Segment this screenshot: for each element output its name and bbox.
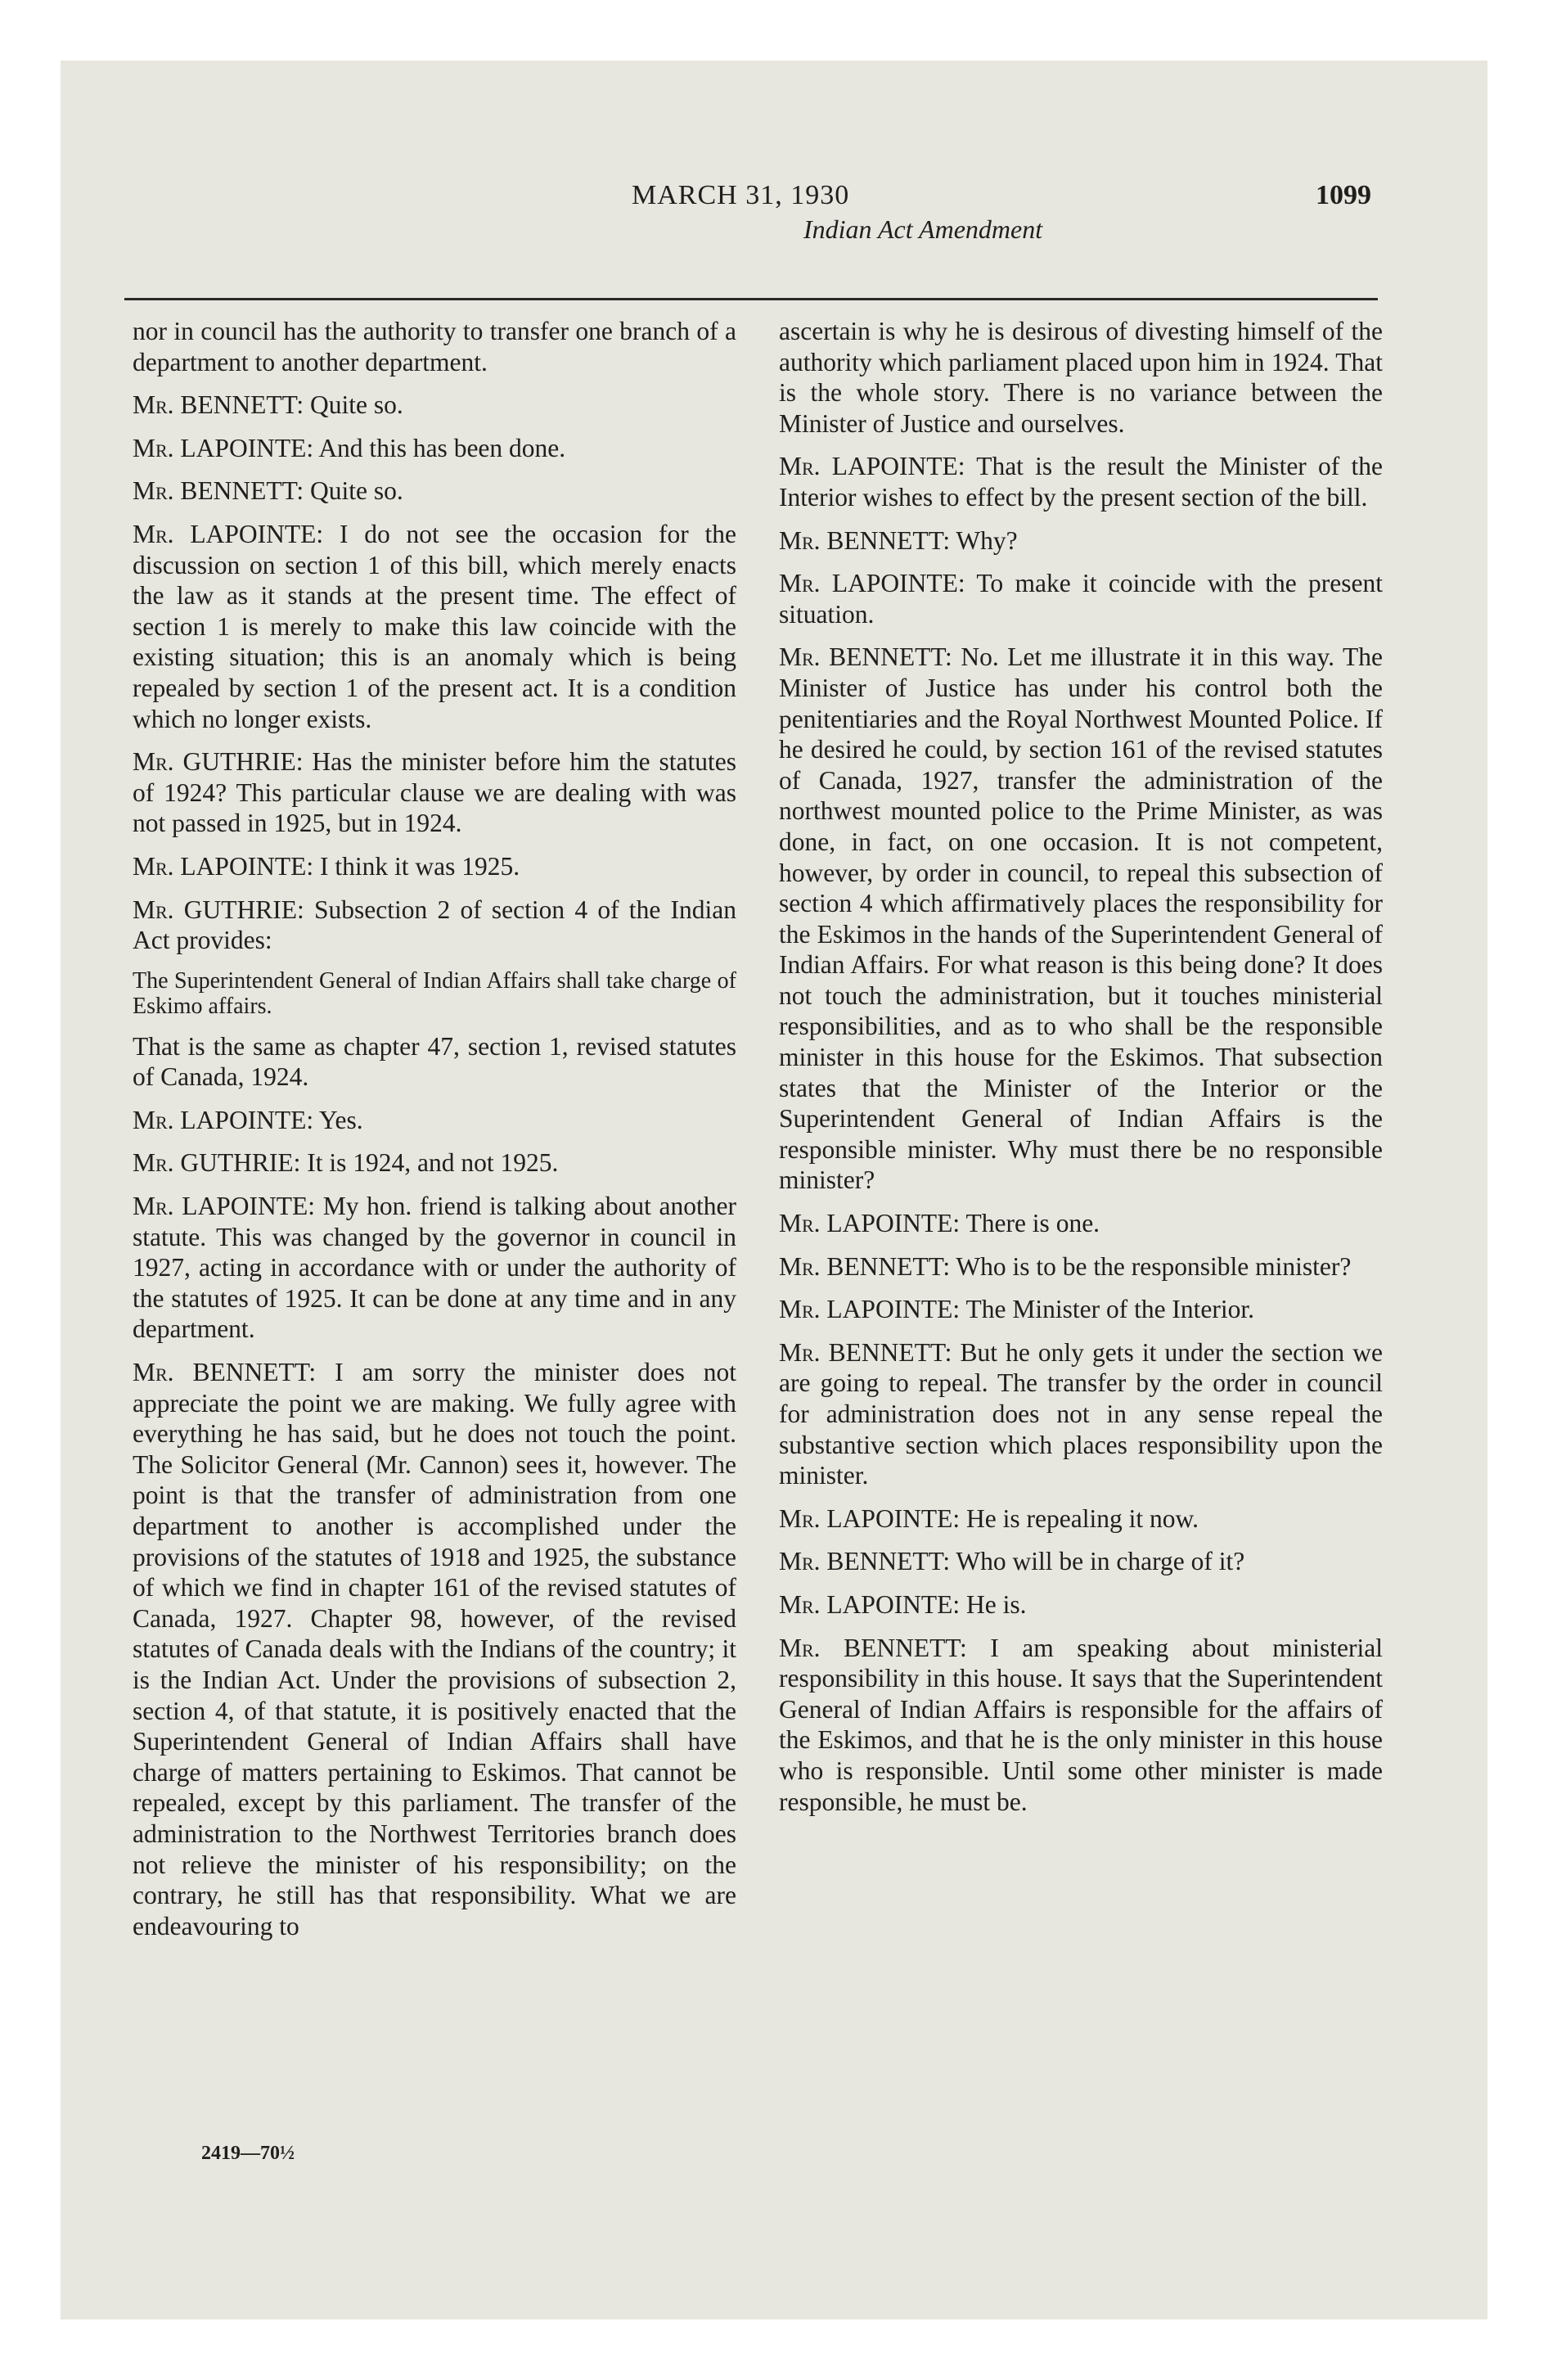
paragraph xyxy=(133,519,736,734)
paragraph-text: ascertain is why he is desirous of divesting himself of the authority which parliament placed upon him in 1924. That is the whole story. There is no variance between the Minister of Justice and ourselves. xyxy=(779,317,1383,438)
paragraph-text: nor in council has the authority to transfer one branch of a department to another department. xyxy=(133,317,736,376)
paragraph xyxy=(779,568,1383,629)
paragraph-text: I think it was 1925. xyxy=(320,851,520,881)
right-column xyxy=(779,316,1383,1829)
speaker-name: Mr. BENNETT: xyxy=(133,390,304,420)
paragraph-text: To make it coincide with the present situation. xyxy=(779,569,1384,629)
speaker-name: Mr. LAPOINTE: xyxy=(779,569,965,598)
speaker-name: Mr. LAPOINTE: xyxy=(779,1295,961,1324)
speaker-name: Mr. LAPOINTE: xyxy=(133,519,324,548)
speaker-name: Mr. LAPOINTE: xyxy=(133,433,314,462)
paragraph-text: But he only gets it under the section we are going to repeal. The transfer by the order in council for administration does not in any sense repeal the substantive section which places responsibility upon the minister. xyxy=(779,1337,1384,1490)
speaker-name: Mr. LAPOINTE: xyxy=(779,1503,961,1533)
speaker-name: Mr. BENNETT: xyxy=(779,642,952,672)
paragraph xyxy=(779,642,1383,1196)
paragraph-text: I am sorry the minister does not appreciate the point we are making. We fully agree with everything he has said, but he does not touch the point. The Solicitor General (Mr. Cannon) sees it, however. The point is that the transfer of administration from one department to another is accomplished under the provisions of the statutes of 1918 and 1925, the substance of which we find in chapter 161 of the revised statutes of Canada, 1927. Chapter 98, however, of the revised statutes of Canada deals with the Indians of the country; it is the Indian Act. Under the provisions of subsection 2, section 4, of that statute, it is positively enacted that the Superintendent General of Indian Affairs shall have charge of matters pertaining to Eskimos. That cannot be repealed, except by this parliament. The transfer of the administration to the Northwest Territories branch does not relieve the minister of his responsibility; on the contrary, he still has that responsibility. What we are endeavouring to xyxy=(133,1358,737,1941)
paragraph xyxy=(779,451,1383,512)
paragraph-text: Who is to be the responsible minister? xyxy=(956,1251,1352,1281)
speaker-name: Mr. LAPOINTE: xyxy=(133,1105,314,1134)
paragraph-text: I do not see the occasion for the discussion on section 1 of this bill, which merely enacts the law as it stands at the present time. The effect of section 1 is merely to make this law coincide with the existing situation; this is an anomaly which is being repealed by section 1 of the present act. It is a condition which no longer exists. xyxy=(133,519,736,733)
paragraph xyxy=(779,1208,1383,1239)
paragraph xyxy=(779,316,1383,439)
paragraph-text: He is. xyxy=(966,1589,1027,1619)
paragraph xyxy=(779,1337,1383,1491)
paragraph xyxy=(133,895,736,956)
paragraph xyxy=(133,851,736,882)
speaker-name: Mr. BENNETT: xyxy=(133,476,304,506)
speaker-name: Mr. BENNETT: xyxy=(779,525,951,555)
paragraph xyxy=(133,1191,736,1345)
paragraph xyxy=(779,1503,1383,1535)
speaker-name: Mr. LAPOINTE: xyxy=(779,452,965,481)
paragraph xyxy=(133,746,736,839)
paragraph-text: Why? xyxy=(956,525,1018,555)
speaker-name: Mr. BENNETT: xyxy=(779,1251,951,1281)
paragraph-text: I am speaking about ministerial responsibility in this house. It says that the Superintendent General of Indian Affairs is responsible for the affairs of the Eskimos, and that he is the only minister in this house who is responsible. Until some other minister is made responsible, he must be. xyxy=(779,1633,1383,1816)
page-number: 1099 xyxy=(1316,180,1371,210)
paragraph-text: There is one. xyxy=(965,1209,1100,1238)
paragraph-text: Quite so. xyxy=(309,476,403,506)
paragraph-text: Subsection 2 of section 4 of the Indian Act provides: xyxy=(133,895,736,955)
speaker-name: Mr. LAPOINTE: xyxy=(779,1209,961,1238)
paragraph-text: That is the result the Minister of the Interior wishes to effect by the present section of the bill. xyxy=(779,452,1383,512)
speaker-name: Mr. BENNETT: xyxy=(133,1358,317,1387)
block-quote: The Superintendent General of Indian Affairs shall take charge of Eskimo affairs. xyxy=(133,967,736,1019)
paragraph-text: It is 1924, and not 1925. xyxy=(307,1148,559,1178)
speaker-name: Mr. LAPOINTE: xyxy=(133,851,314,881)
paragraph xyxy=(779,1589,1383,1620)
speaker-name: Mr. BENNETT: xyxy=(779,1633,967,1662)
paragraph-text: My hon. friend is talking about another statute. This was changed by the governor in council in 1927, acting in accordance with or under the authority of the statutes of 1925. It can be done at any time and in any department. xyxy=(133,1192,737,1344)
paragraph-text: That is the same as chapter 47, section 1, revised statutes of Canada, 1924. xyxy=(133,1031,736,1092)
paragraph-text: Who will be in charge of it? xyxy=(956,1547,1245,1576)
speaker-name: Mr. LAPOINTE: xyxy=(779,1589,961,1619)
left-column xyxy=(133,316,736,1954)
header-subtitle: Indian Act Amendment xyxy=(803,214,1043,244)
paragraph xyxy=(779,1251,1383,1282)
paragraph xyxy=(133,1105,736,1136)
paragraph xyxy=(133,316,736,377)
speaker-name: Mr. GUTHRIE: xyxy=(133,895,304,924)
header-date: MARCH 31, 1930 xyxy=(632,180,850,210)
speaker-name: Mr. GUTHRIE: xyxy=(133,1148,301,1178)
speaker-name: Mr. LAPOINTE: xyxy=(133,1192,315,1221)
speaker-name: Mr. BENNETT: xyxy=(779,1337,952,1367)
footer-signature: 2419—70½ xyxy=(201,2143,295,2164)
speaker-name: Mr. BENNETT: xyxy=(779,1547,951,1576)
paragraph xyxy=(779,1546,1383,1577)
paragraph xyxy=(779,525,1383,557)
paragraph xyxy=(133,1031,736,1093)
paragraph xyxy=(133,433,736,464)
paragraph-text: Has the minister before him the statutes of 1924? This particular clause we are dealing with was not passed in 1925, but in 1924. xyxy=(133,747,736,838)
page-header xyxy=(124,175,1378,300)
paragraph-text: No. Let me illustrate it in this way. The Minister of Justice has under his control both the penitentiaries and the Royal Northwest Mounted Police. If he desired he could, by section 161 of the revised statutes of Canada, 1927, transfer the administration of the northwest mounted police to the Prime Minister, as was done, in fact, on one occasion. It is not competent, however, by order in council, to repeal this subsection of section 4 which affirmatively places the responsibility for the Eskimos in the hands of the Superintendent General of Indian Affairs. For what reason is this being done? It does not touch the administration, but it touches ministerial responsibilities, and as to who shall be the responsible minister in this house for the Eskimos. That subsection states that the Minister of the Interior or the Superintendent General of Indian Affairs is the responsible minister. Why must there be no responsible minister? xyxy=(779,642,1384,1195)
paragraph xyxy=(779,1633,1383,1818)
paragraph xyxy=(133,1357,736,1941)
paragraph xyxy=(133,1147,736,1179)
paragraph xyxy=(779,1294,1383,1325)
paragraph-text: Quite so. xyxy=(309,390,403,420)
hansard-page xyxy=(124,175,1384,2287)
paragraph-text: The Minister of the Interior. xyxy=(965,1295,1255,1324)
paragraph xyxy=(133,476,736,507)
paragraph-text: He is repealing it now. xyxy=(966,1503,1199,1533)
paragraph-text: Yes. xyxy=(318,1105,363,1134)
paragraph xyxy=(133,390,736,421)
page-sheet xyxy=(61,61,1487,2319)
paragraph-text: And this has been done. xyxy=(318,433,566,462)
speaker-name: Mr. GUTHRIE: xyxy=(133,747,304,777)
